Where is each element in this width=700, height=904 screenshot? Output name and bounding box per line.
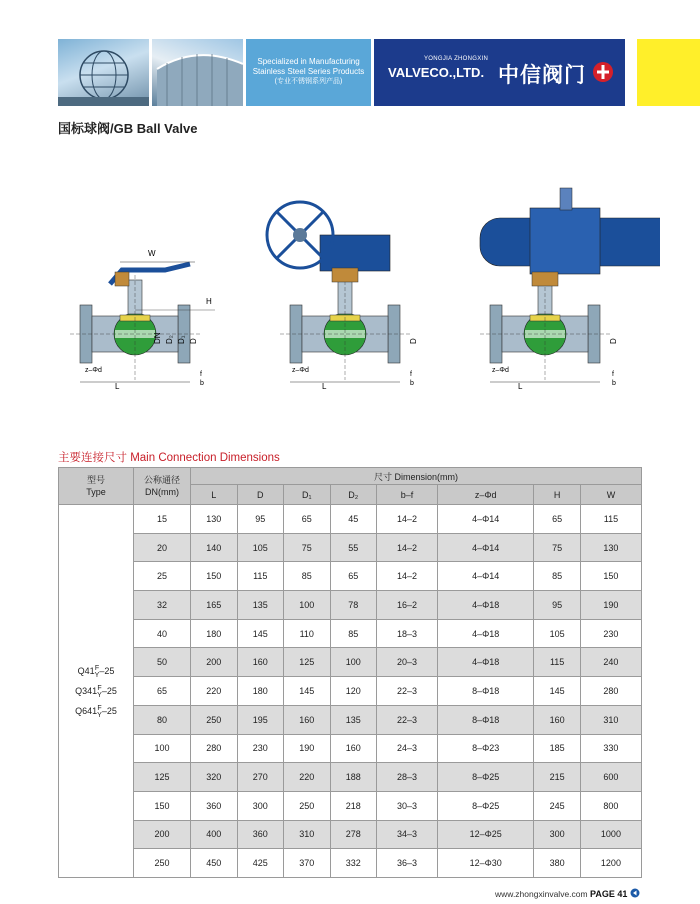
value-cell: 8–Φ23 bbox=[438, 734, 534, 763]
value-cell: 185 bbox=[534, 734, 581, 763]
type-sup: F bbox=[97, 704, 102, 712]
dn-cell: 200 bbox=[134, 820, 191, 849]
value-cell: 230 bbox=[237, 734, 284, 763]
type-sup: F bbox=[97, 684, 102, 692]
value-cell: 4–Φ14 bbox=[438, 562, 534, 591]
label-h-1: H bbox=[206, 297, 212, 306]
label-zd-3: z–Φd bbox=[492, 367, 509, 374]
dimensions-table bbox=[58, 467, 642, 878]
type-sub: Y bbox=[94, 671, 100, 679]
type-cell bbox=[59, 505, 134, 878]
value-cell: 195 bbox=[237, 705, 284, 734]
value-cell: 330 bbox=[580, 734, 641, 763]
type-model bbox=[59, 681, 133, 701]
value-cell: 85 bbox=[330, 619, 377, 648]
table-row bbox=[59, 562, 642, 591]
value-cell: 425 bbox=[237, 849, 284, 878]
value-cell: 12–Φ25 bbox=[438, 820, 534, 849]
value-cell: 65 bbox=[284, 505, 331, 534]
value-cell: 24–3 bbox=[377, 734, 438, 763]
value-cell: 370 bbox=[284, 849, 331, 878]
value-cell: 85 bbox=[534, 562, 581, 591]
column-header: z–Φd bbox=[438, 485, 534, 505]
column-header: L bbox=[191, 485, 238, 505]
label-zd-2: z–Φd bbox=[292, 367, 309, 374]
type-sub: Y bbox=[97, 691, 102, 699]
dn-cell: 65 bbox=[134, 677, 191, 706]
column-header: W bbox=[580, 485, 641, 505]
header-accent-block bbox=[637, 39, 700, 106]
tagline-line-1: Specialized in Manufacturing bbox=[257, 57, 360, 66]
type-pre: Q41 bbox=[77, 665, 95, 676]
value-cell: 4–Φ14 bbox=[438, 533, 534, 562]
footer-page: PAGE 41 bbox=[589, 889, 628, 899]
value-cell: 360 bbox=[191, 791, 238, 820]
brand-small: YONGJIA ZHONGXIN bbox=[424, 56, 489, 62]
value-cell: 75 bbox=[534, 533, 581, 562]
type-pre: Q641 bbox=[75, 705, 98, 716]
table-row bbox=[59, 591, 642, 620]
header-dn bbox=[134, 468, 191, 505]
label-l-3: L bbox=[518, 382, 523, 391]
value-cell: 310 bbox=[580, 705, 641, 734]
value-cell: 1000 bbox=[580, 820, 641, 849]
value-cell: 14–2 bbox=[377, 505, 438, 534]
label-d2-1: D₂ bbox=[165, 335, 174, 344]
label-dn-1: DN bbox=[153, 332, 162, 344]
table-row bbox=[59, 820, 642, 849]
header-photo-tank bbox=[152, 39, 243, 106]
value-cell: 28–3 bbox=[377, 763, 438, 792]
column-header: D bbox=[237, 485, 284, 505]
dn-cell: 125 bbox=[134, 763, 191, 792]
value-cell: 160 bbox=[237, 648, 284, 677]
table-row bbox=[59, 705, 642, 734]
column-header: H bbox=[534, 485, 581, 505]
value-cell: 180 bbox=[237, 677, 284, 706]
value-cell: 800 bbox=[580, 791, 641, 820]
brand-logo-icon bbox=[592, 61, 614, 83]
dn-cell: 25 bbox=[134, 562, 191, 591]
value-cell: 150 bbox=[580, 562, 641, 591]
value-cell: 8–Φ25 bbox=[438, 791, 534, 820]
value-cell: 75 bbox=[284, 533, 331, 562]
label-f-2: f bbox=[410, 371, 412, 378]
label-b-1: b bbox=[200, 380, 204, 387]
value-cell: 140 bbox=[191, 533, 238, 562]
table-row bbox=[59, 849, 642, 878]
value-cell: 400 bbox=[191, 820, 238, 849]
table-row bbox=[59, 648, 642, 677]
value-cell: 380 bbox=[534, 849, 581, 878]
value-cell: 310 bbox=[284, 820, 331, 849]
globe-sculpture-image bbox=[58, 39, 149, 106]
value-cell: 245 bbox=[534, 791, 581, 820]
value-cell: 8–Φ18 bbox=[438, 677, 534, 706]
label-l-1: L bbox=[115, 382, 120, 391]
value-cell: 12–Φ30 bbox=[438, 849, 534, 878]
dn-cell: 250 bbox=[134, 849, 191, 878]
header-tagline bbox=[246, 39, 371, 106]
value-cell: 105 bbox=[237, 533, 284, 562]
value-cell: 450 bbox=[191, 849, 238, 878]
value-cell: 160 bbox=[330, 734, 377, 763]
type-pre: Q341 bbox=[75, 685, 98, 696]
value-cell: 188 bbox=[330, 763, 377, 792]
label-f-3: f bbox=[612, 371, 614, 378]
value-cell: 270 bbox=[237, 763, 284, 792]
value-cell: 130 bbox=[580, 533, 641, 562]
value-cell: 95 bbox=[237, 505, 284, 534]
value-cell: 280 bbox=[191, 734, 238, 763]
section-title: 主要连接尺寸 Main Connection Dimensions bbox=[58, 452, 280, 464]
value-cell: 22–3 bbox=[377, 705, 438, 734]
value-cell: 95 bbox=[534, 591, 581, 620]
value-cell: 65 bbox=[330, 562, 377, 591]
value-cell: 20–3 bbox=[377, 648, 438, 677]
value-cell: 45 bbox=[330, 505, 377, 534]
value-cell: 250 bbox=[284, 791, 331, 820]
value-cell: 360 bbox=[237, 820, 284, 849]
value-cell: 135 bbox=[330, 705, 377, 734]
value-cell: 278 bbox=[330, 820, 377, 849]
value-cell: 218 bbox=[330, 791, 377, 820]
table-row bbox=[59, 677, 642, 706]
header-dimension: 尺寸 Dimension(mm) bbox=[191, 468, 642, 485]
value-cell: 1200 bbox=[580, 849, 641, 878]
value-cell: 215 bbox=[534, 763, 581, 792]
value-cell: 600 bbox=[580, 763, 641, 792]
label-f-1: f bbox=[200, 371, 202, 378]
type-sub: Y bbox=[97, 711, 102, 719]
label-d1-1: D₁ bbox=[177, 335, 186, 344]
valve-drawing-gear bbox=[267, 202, 410, 380]
value-cell: 55 bbox=[330, 533, 377, 562]
column-header: D₁ bbox=[284, 485, 331, 505]
type-post: –25 bbox=[101, 685, 117, 696]
value-cell: 85 bbox=[284, 562, 331, 591]
value-cell: 4–Φ14 bbox=[438, 505, 534, 534]
value-cell: 300 bbox=[237, 791, 284, 820]
value-cell: 100 bbox=[330, 648, 377, 677]
table-row bbox=[59, 619, 642, 648]
value-cell: 250 bbox=[191, 705, 238, 734]
dn-cell: 100 bbox=[134, 734, 191, 763]
dn-cell: 32 bbox=[134, 591, 191, 620]
value-cell: 130 bbox=[191, 505, 238, 534]
dn-cell: 80 bbox=[134, 705, 191, 734]
valve-drawing-lever bbox=[70, 262, 215, 380]
label-w: W bbox=[148, 249, 156, 258]
value-cell: 100 bbox=[284, 591, 331, 620]
header-brand bbox=[374, 39, 625, 106]
header-type bbox=[59, 468, 134, 505]
value-cell: 4–Φ18 bbox=[438, 591, 534, 620]
value-cell: 14–2 bbox=[377, 562, 438, 591]
value-cell: 240 bbox=[580, 648, 641, 677]
label-d-2: D bbox=[409, 338, 418, 344]
footer-url: www.zhongxinvalve.com bbox=[495, 889, 588, 899]
header-type-en: Type bbox=[86, 487, 106, 497]
value-cell: 165 bbox=[191, 591, 238, 620]
value-cell: 105 bbox=[534, 619, 581, 648]
brand-en: VALVECO.,LTD. bbox=[388, 65, 485, 80]
value-cell: 4–Φ18 bbox=[438, 648, 534, 677]
value-cell: 145 bbox=[534, 677, 581, 706]
column-header: b–f bbox=[377, 485, 438, 505]
table-row bbox=[59, 791, 642, 820]
value-cell: 200 bbox=[191, 648, 238, 677]
dn-cell: 50 bbox=[134, 648, 191, 677]
type-post: –25 bbox=[101, 705, 117, 716]
value-cell: 125 bbox=[284, 648, 331, 677]
value-cell: 34–3 bbox=[377, 820, 438, 849]
dn-cell: 20 bbox=[134, 533, 191, 562]
value-cell: 180 bbox=[191, 619, 238, 648]
type-model bbox=[59, 661, 133, 681]
column-header: D₂ bbox=[330, 485, 377, 505]
value-cell: 115 bbox=[237, 562, 284, 591]
value-cell: 110 bbox=[284, 619, 331, 648]
value-cell: 145 bbox=[237, 619, 284, 648]
value-cell: 115 bbox=[534, 648, 581, 677]
type-sup: F bbox=[94, 664, 100, 672]
value-cell: 36–3 bbox=[377, 849, 438, 878]
value-cell: 160 bbox=[534, 705, 581, 734]
value-cell: 8–Φ18 bbox=[438, 705, 534, 734]
value-cell: 220 bbox=[191, 677, 238, 706]
value-cell: 22–3 bbox=[377, 677, 438, 706]
label-b-2: b bbox=[410, 380, 414, 387]
valve-drawings bbox=[60, 180, 660, 395]
value-cell: 145 bbox=[284, 677, 331, 706]
value-cell: 30–3 bbox=[377, 791, 438, 820]
value-cell: 78 bbox=[330, 591, 377, 620]
table-row bbox=[59, 763, 642, 792]
label-l-2: L bbox=[322, 382, 327, 391]
tagline-cn: (专业不锈钢系列产品) bbox=[274, 78, 343, 85]
value-cell: 220 bbox=[284, 763, 331, 792]
table-row bbox=[59, 734, 642, 763]
dn-cell: 40 bbox=[134, 619, 191, 648]
dn-cell: 15 bbox=[134, 505, 191, 534]
valve-drawing-pneumatic bbox=[480, 188, 660, 380]
header-dn-cn: 公称通径 bbox=[143, 475, 180, 485]
label-zd-1: z–Φd bbox=[85, 367, 102, 374]
page-title: 国标球阀/GB Ball Valve bbox=[58, 121, 198, 136]
table-row bbox=[59, 533, 642, 562]
type-model bbox=[59, 701, 133, 721]
brand-cn: 中信阀门 bbox=[498, 64, 586, 87]
value-cell: 320 bbox=[191, 763, 238, 792]
tagline-line-2: Stainless Steel Series Products bbox=[252, 67, 365, 76]
value-cell: 14–2 bbox=[377, 533, 438, 562]
header-photo-globe bbox=[58, 39, 149, 106]
header-type-cn: 型号 bbox=[86, 475, 105, 485]
type-post: –25 bbox=[99, 665, 115, 676]
value-cell: 160 bbox=[284, 705, 331, 734]
value-cell: 190 bbox=[284, 734, 331, 763]
value-cell: 135 bbox=[237, 591, 284, 620]
value-cell: 16–2 bbox=[377, 591, 438, 620]
value-cell: 190 bbox=[580, 591, 641, 620]
steel-tank-image bbox=[152, 39, 243, 106]
value-cell: 332 bbox=[330, 849, 377, 878]
label-b-3: b bbox=[612, 380, 616, 387]
dn-cell: 150 bbox=[134, 791, 191, 820]
value-cell: 300 bbox=[534, 820, 581, 849]
value-cell: 230 bbox=[580, 619, 641, 648]
header-dn-en: DN(mm) bbox=[145, 487, 179, 497]
value-cell: 8–Φ25 bbox=[438, 763, 534, 792]
value-cell: 18–3 bbox=[377, 619, 438, 648]
label-d-1: D bbox=[189, 338, 198, 344]
table-row bbox=[59, 505, 642, 534]
footer bbox=[495, 888, 640, 899]
value-cell: 120 bbox=[330, 677, 377, 706]
value-cell: 115 bbox=[580, 505, 641, 534]
value-cell: 65 bbox=[534, 505, 581, 534]
label-d-3: D bbox=[609, 338, 618, 344]
page-arrow-icon bbox=[630, 888, 640, 898]
value-cell: 280 bbox=[580, 677, 641, 706]
value-cell: 4–Φ18 bbox=[438, 619, 534, 648]
value-cell: 150 bbox=[191, 562, 238, 591]
